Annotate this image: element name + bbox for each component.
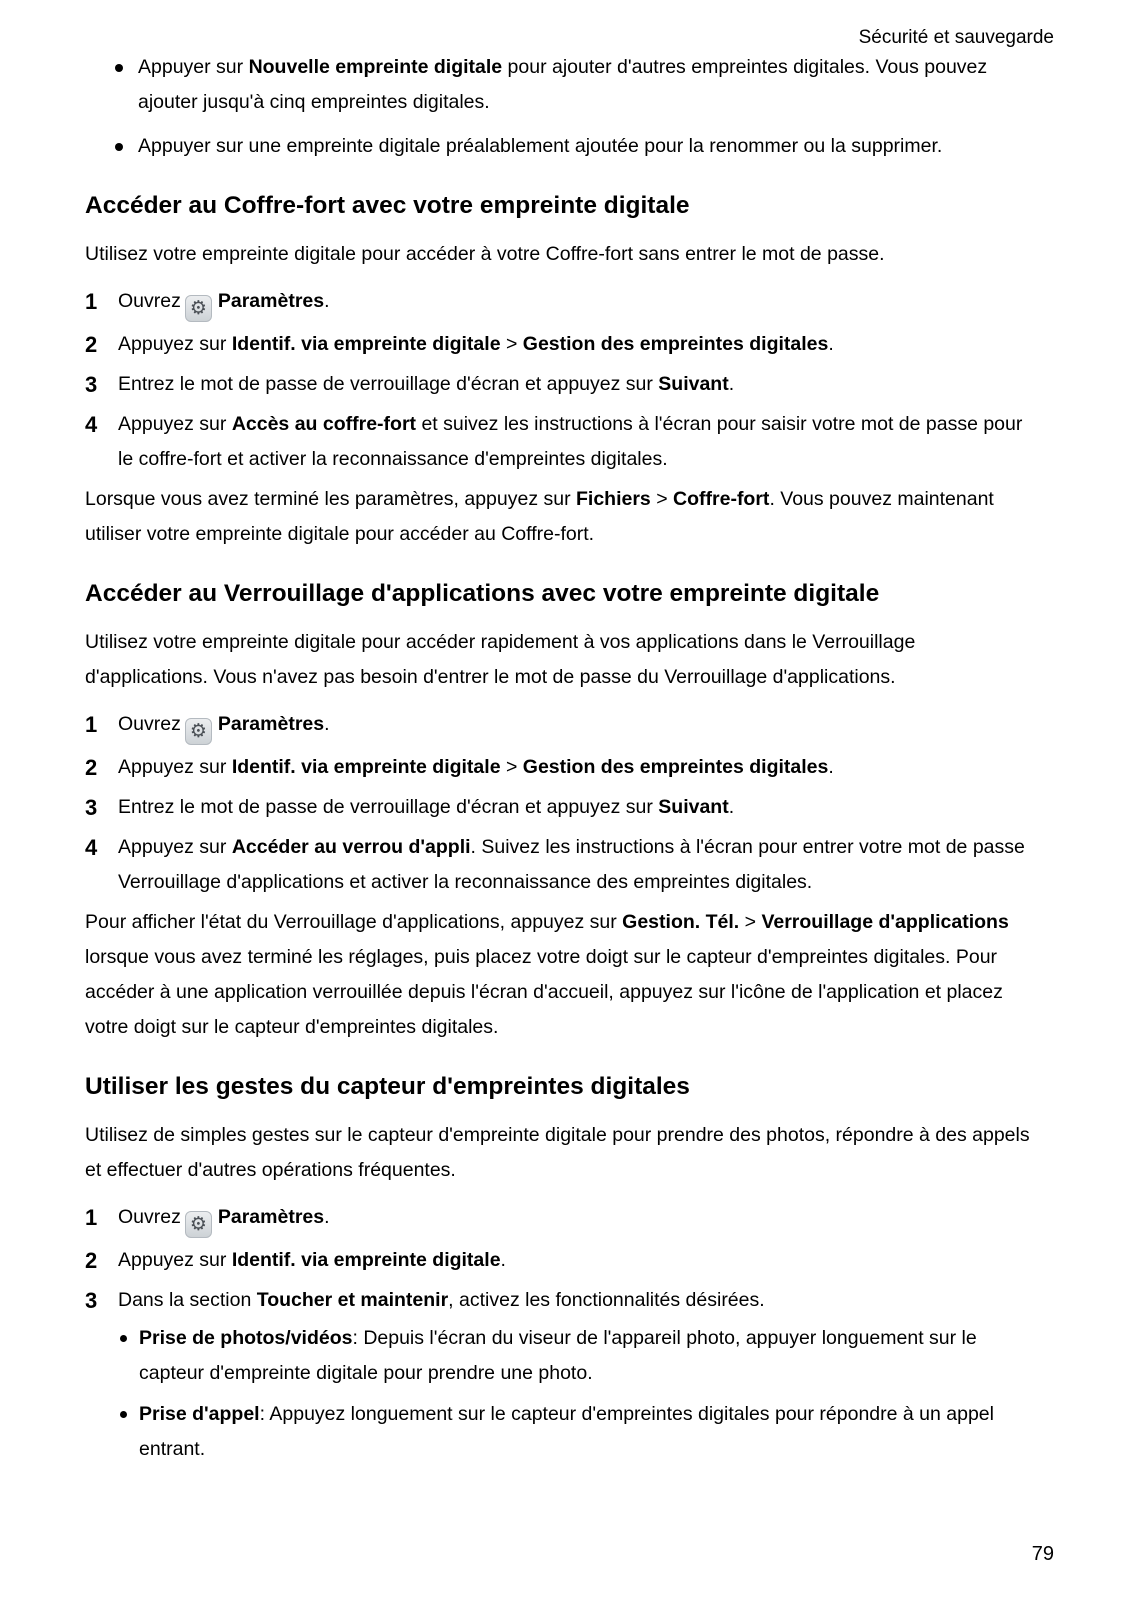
text-run: Gestion des empreintes digitales: [522, 756, 829, 778]
text-run: Appuyez sur: [118, 413, 232, 435]
step: [85, 830, 1037, 900]
text-run: Utilisez votre empreinte digitale pour accéder à votre Coffre-fort sans entrer le mot de passe.: [85, 243, 885, 265]
text-run: Appuyez sur: [118, 836, 232, 858]
text-run: Pour afficher l'état du Verrouillage d'applications, appuyez sur: [85, 911, 623, 933]
gestures-steps: [85, 1200, 1037, 1473]
step-text: [118, 327, 1037, 362]
text-run: . Suivez les instructions à l'écran pour entrer votre mot de passe Verrouillage d'applications et activer la reconnaissance des empreintes digitales.: [118, 836, 1025, 893]
text-run: Suivant: [658, 796, 729, 818]
paragraph-app-lock-outro: [85, 905, 1037, 1045]
text-run: .: [324, 713, 330, 735]
text-run: >: [500, 333, 523, 355]
step-number: 1: [85, 1205, 98, 1230]
step-number: 2: [85, 755, 98, 780]
step-text: [118, 830, 1037, 900]
paragraph-vault-intro: [85, 237, 1037, 272]
text-run: Nouvelle empreinte digitale: [248, 56, 503, 78]
step: [85, 750, 1037, 785]
step-number: 4: [85, 835, 98, 860]
text-run: lorsque vous avez terminé les réglages, puis placez votre doigt sur le capteur d'empreintes digitales. Pour accéder à une application verrouillée depuis l'écran d'accueil, appuyez sur l'icône de l'application et placez votre doigt sur le capteur d'empreintes digitales.: [85, 946, 1003, 1038]
text-run: Appuyez sur: [118, 333, 232, 355]
text-run: Dans la section: [118, 1289, 257, 1311]
paragraph-gestures-intro: [85, 1118, 1037, 1188]
text-run: Identif. via empreinte digitale: [231, 756, 501, 778]
text-run: Utilisez votre empreinte digitale pour accéder rapidement à vos applications dans le Verrouillage d'applications. Vous n'avez pas besoin d'entrer le mot de passe du Verrouillage d'applications.: [85, 631, 916, 688]
text-run: Ouvrez: [118, 713, 181, 735]
settings-app-icon: ⚙: [185, 1211, 212, 1238]
step: [85, 1200, 1037, 1238]
text-run: Prise d'appel: [139, 1403, 260, 1425]
bullet-text: [138, 129, 1037, 164]
text-run: Gestion. Tél.: [622, 911, 740, 933]
step-body: [118, 1283, 1037, 1473]
text-run: Appuyer sur une empreinte digitale préalablement ajoutée pour la renommer ou la supprimer.: [138, 135, 943, 157]
section-title-app-lock: Accéder au Verrouillage d'applications avec votre empreinte digitale: [85, 580, 880, 607]
step-number: 4: [85, 412, 98, 437]
step-text: [118, 407, 1037, 477]
vault-steps: [85, 284, 1037, 477]
bullet-item: [85, 129, 1037, 164]
text-run: .: [324, 1206, 330, 1228]
text-run: >: [739, 911, 762, 933]
text-run: Accéder au verrou d'appli: [231, 836, 471, 858]
paragraph-app-lock-intro: [85, 625, 1037, 695]
text-run: Suivant: [658, 373, 729, 395]
text-run: .: [728, 796, 735, 818]
text-run: >: [650, 488, 674, 510]
step: [85, 407, 1037, 477]
text-run: Paramètres: [217, 290, 325, 312]
step: [85, 707, 1037, 745]
step: [85, 1243, 1037, 1278]
text-run: Utilisez de simples gestes sur le capteur d'empreinte digitale pour prendre des photos, répondre à des appels et effectuer d'autres opérations fréquentes.: [85, 1124, 1030, 1181]
paragraph-vault-outro: [85, 482, 1037, 552]
step-text: [118, 284, 1037, 322]
bullet-item: [118, 1321, 1037, 1391]
step-text: [118, 750, 1037, 785]
text-run: , activez les fonctionnalités désirées.: [448, 1289, 765, 1311]
text-run: Coffre-fort: [673, 488, 770, 510]
step-number: 1: [85, 289, 98, 314]
text-run: Appuyer sur: [138, 56, 249, 78]
text-run: Gestion des empreintes digitales: [522, 333, 829, 355]
text-run: Paramètres: [217, 713, 325, 735]
text-run: et suivez les instructions à l'écran pour saisir votre mot de passe pour le coffre-fort et activer la reconnaissance d'empreintes digitales.: [118, 413, 1023, 470]
step-text: [118, 367, 1037, 402]
text-run: . Vous pouvez maintenant utiliser votre empreinte digitale pour accéder au Coffre-fort.: [85, 488, 994, 545]
bullet-dot: [115, 143, 123, 151]
text-run: Verrouillage d'applications: [761, 911, 1009, 933]
page-footer: [1032, 1542, 1054, 1566]
text-run: Appuyez sur: [118, 756, 232, 778]
section-title-gestures: Utiliser les gestes du capteur d'empreintes digitales: [85, 1073, 690, 1100]
step-number: 1: [85, 712, 98, 737]
step-number: 3: [85, 1288, 98, 1313]
text-run: .: [500, 1249, 506, 1271]
text-run: Accès au coffre-fort: [231, 413, 417, 435]
step-text: [118, 790, 1037, 825]
bullet-text: [138, 50, 1037, 120]
text-run: Entrez le mot de passe de verrouillage d'écran et appuyez sur: [118, 796, 659, 818]
text-run: Prise de photos/vidéos: [139, 1327, 353, 1349]
settings-app-icon: ⚙: [185, 718, 212, 745]
text-run: .: [828, 333, 834, 355]
text-run: Paramètres: [217, 1206, 325, 1228]
step-text: [118, 707, 1037, 745]
text-run: Identif. via empreinte digitale: [231, 1249, 501, 1271]
bullet-item: [85, 50, 1037, 120]
sub-bullet-list: [118, 1321, 1037, 1467]
step: [85, 327, 1037, 362]
text-run: : Appuyez longuement sur le capteur d'empreintes digitales pour répondre à un appel entrant.: [139, 1403, 994, 1460]
text-run: pour ajouter d'autres empreintes digitales. Vous pouvez ajouter jusqu'à cinq empreintes digitales.: [138, 56, 988, 113]
step-number: 2: [85, 332, 98, 357]
text-run: Ouvrez: [118, 1206, 181, 1228]
step: [85, 367, 1037, 402]
text-run: Toucher et maintenir: [256, 1289, 449, 1311]
bullet-dot: [120, 1411, 127, 1418]
step-text: [118, 1200, 1037, 1238]
bullet-text: [139, 1397, 1037, 1467]
step: [85, 1283, 1037, 1473]
text-run: >: [500, 756, 523, 778]
text-run: .: [324, 290, 330, 312]
section-title-vault: Accéder au Coffre-fort avec votre empreinte digitale: [85, 192, 690, 219]
text-run: Identif. via empreinte digitale: [231, 333, 501, 355]
intro-bullet-list: [85, 50, 1037, 164]
text-run: Fichiers: [576, 488, 651, 510]
text-run: Entrez le mot de passe de verrouillage d'écran et appuyez sur: [118, 373, 659, 395]
text-run: : Depuis l'écran du viseur de l'appareil photo, appuyer longuement sur le capteur d'empreinte digitale pour prendre une photo.: [139, 1327, 977, 1384]
step-number: 3: [85, 372, 98, 397]
text-run: Appuyez sur: [118, 1249, 232, 1271]
step: [85, 284, 1037, 322]
bullet-dot: [115, 64, 123, 72]
app-lock-steps: [85, 707, 1037, 900]
running-header: [859, 26, 1054, 50]
bullet-item: [118, 1397, 1037, 1467]
step-number: 3: [85, 795, 98, 820]
settings-app-icon: ⚙: [185, 295, 212, 322]
text-run: Ouvrez: [118, 290, 181, 312]
page-body: [85, 50, 1037, 1478]
text-run: .: [728, 373, 735, 395]
page-number: 79: [1031, 1543, 1054, 1565]
step-number: 2: [85, 1248, 98, 1273]
step: [85, 790, 1037, 825]
bullet-text: [139, 1321, 1037, 1391]
chapter-title: Sécurité et sauvegarde: [858, 27, 1054, 48]
text-run: .: [828, 756, 834, 778]
step-text: [118, 1283, 1037, 1318]
text-run: Lorsque vous avez terminé les paramètres, appuyez sur: [85, 488, 576, 510]
step-text: [118, 1243, 1037, 1278]
bullet-dot: [120, 1335, 127, 1342]
